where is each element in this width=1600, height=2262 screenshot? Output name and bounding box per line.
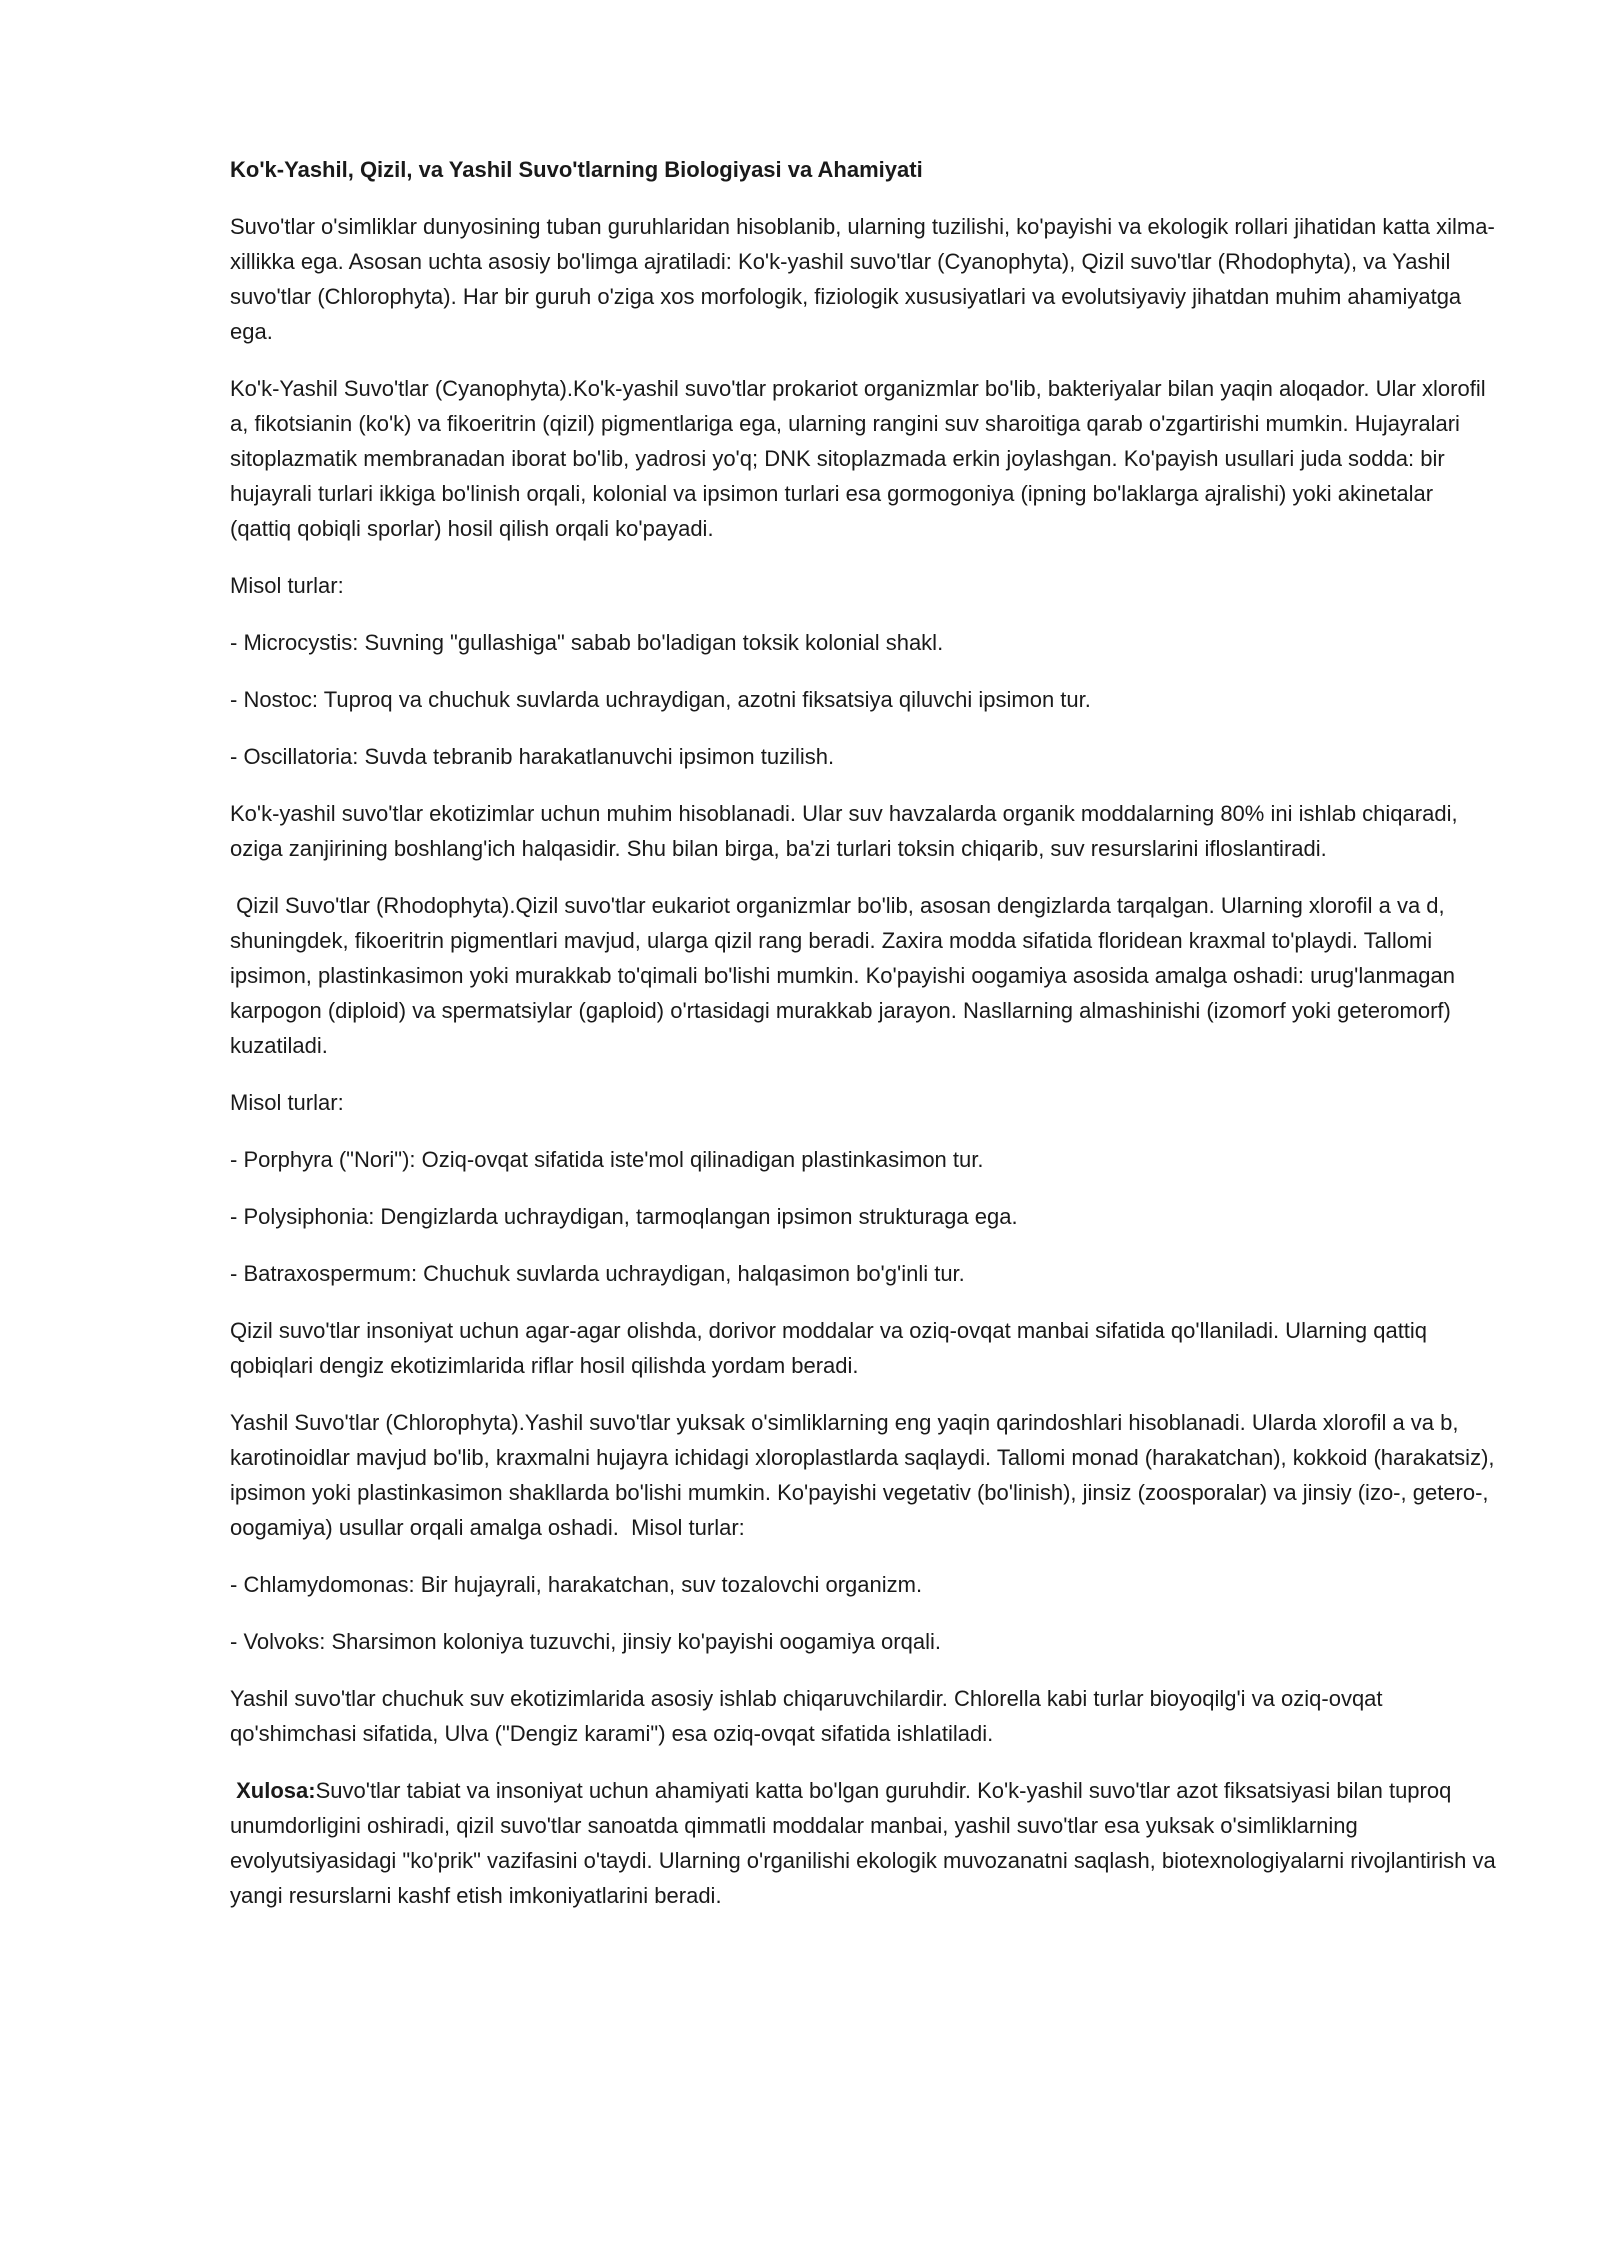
paragraph-cyanophyta-importance: Ko'k-yashil suvo'tlar ekotizimlar uchun muhim hisoblanadi. Ular suv havzalarda organik moddalarning 80% ini ishlab chiqaradi, oziga zanjirining boshlang'ich halqasidir. Shu bilan birga, ba'zi turlari toksin chiqarib, suv resurslarini ifloslantiradi. xyxy=(230,801,1464,861)
list-item: - Batraxospermum: Chuchuk suvlarda uchraydigan, halqasimon bo'g'inli tur. xyxy=(230,1261,965,1286)
paragraph-conclusion xyxy=(230,1773,1500,1913)
paragraph-chlorophyta: Yashil Suvo'tlar (Chlorophyta).Yashil suvo'tlar yuksak o'simliklarning eng yaqin qarindoshlari hisoblanadi. Ularda xlorofil a va b, karotinoidlar mavjud bo'lib, kraxmalni hujayra ichidagi xloroplastlarda saqlaydi. Tallomi monad (harakatchan), kokkoid (harakatsiz), ipsimon yoki plastinkasimon shakllarda bo'lishi mumkin. Ko'payishi vegetativ (bo'linish), jinsiz (zoosporalar) va jinsiy (izo-, getero-, oogamiya) usullar orqali amalga oshadi. Misol turlar: xyxy=(230,1410,1501,1540)
conclusion-label: Xulosa: xyxy=(230,1778,316,1803)
examples-heading: Misol turlar: xyxy=(230,1090,344,1115)
paragraph-chlorophyta-importance: Yashil suvo'tlar chuchuk suv ekotizimlarida asosiy ishlab chiqaruvchilardir. Chlorella kabi turlar bioyoqilg'i va oziq-ovqat qo'shimchasi sifatida, Ulva ("Dengiz karami") esa oziq-ovqat sifatida ishlatiladi. xyxy=(230,1686,1383,1746)
list-item: - Oscillatoria: Suvda tebranib harakatlanuvchi ipsimon tuzilish. xyxy=(230,744,835,769)
list-item: - Polysiphonia: Dengizlarda uchraydigan, tarmoqlangan ipsimon strukturaga ega. xyxy=(230,1204,1018,1229)
document-title: Ko'k-Yashil, Qizil, va Yashil Suvo'tlarning Biologiyasi va Ahamiyati xyxy=(230,157,923,182)
conclusion-text: Suvo'tlar tabiat va insoniyat uchun ahamiyati katta bo'lgan guruhdir. Ko'k-yashil suvo'tlar azot fiksatsiyasi bilan tuproq unumdorligini oshiradi, qizil suvo'tlar sanoatda qimmatli moddalar manbai, yashil suvo'tlar esa yuksak o'simliklarning evolyutsiyasidagi "ko'prik" vazifasini o'taydi. Ularning o'rganilishi ekologik muvozanatni saqlash, biotexnologiyalarni rivojlantirish va yangi resurslarni kashf etish imkoniyatlarini beradi. xyxy=(230,1778,1502,1908)
list-item: - Chlamydomonas: Bir hujayrali, harakatchan, suv tozalovchi organizm. xyxy=(230,1572,923,1597)
examples-heading: Misol turlar: xyxy=(230,573,344,598)
list-item: - Porphyra ("Nori"): Oziq-ovqat sifatida iste'mol qilinadigan plastinkasimon tur. xyxy=(230,1147,984,1172)
document-body xyxy=(230,152,1500,1935)
list-item: - Nostoc: Tuproq va chuchuk suvlarda uchraydigan, azotni fiksatsiya qiluvchi ipsimon tur. xyxy=(230,687,1091,712)
paragraph-rhodophyta: Qizil Suvo'tlar (Rhodophyta).Qizil suvo'tlar eukariot organizmlar bo'lib, asosan dengizlarda tarqalgan. Ularning xlorofil a va d, shuningdek, fikoeritrin pigmentlari mavjud, ularga qizil rang beradi. Zaxira modda sifatida floridean kraxmal to'playdi. Tallomi ipsimon, plastinkasimon yoki murakkab to'qimali bo'lishi mumkin. Ko'payishi oogamiya asosida amalga oshadi: urug'lanmagan karpogon (diploid) va spermatsiylar (gaploid) o'rtasidagi murakkab jarayon. Nasllarning almashinishi (izomorf yoki geteromorf) kuzatiladi. xyxy=(230,893,1462,1058)
paragraph-intro: Suvo'tlar o'simliklar dunyosining tuban guruhlaridan hisoblanib, ularning tuzilishi, ko'payishi va ekologik rollari jihatidan katta xilma-xillikka ega. Asosan uchta asosiy bo'limga ajratiladi: Ko'k-yashil suvo'tlar (Cyanophyta), Qizil suvo'tlar (Rhodophyta), va Yashil suvo'tlar (Chlorophyta). Har bir guruh o'ziga xos morfologik, fiziologik xususiyatlari va evolutsiyaviy jihatdan muhim ahamiyatga ega. xyxy=(230,214,1495,344)
paragraph-cyanophyta: Ko'k-Yashil Suvo'tlar (Cyanophyta).Ko'k-yashil suvo'tlar prokariot organizmlar bo'lib, bakteriyalar bilan yaqin aloqador. Ular xlorofil a, fikotsianin (ko'k) va fikoeritrin (qizil) pigmentlariga ega, ularning rangini suv sharoitiga qarab o'zgartirishi mumkin. Hujayralari sitoplazmatik membranadan iborat bo'lib, yadrosi yo'q; DNK sitoplazmada erkin joylashgan. Ko'payish usullari juda sodda: bir hujayrali turlari ikkiga bo'linish orqali, kolonial va ipsimon turlari esa gormogoniya (ipning bo'laklarga ajralishi) yoki akinetalar (qattiq qobiqli sporlar) hosil qilish orqali ko'payadi. xyxy=(230,376,1486,541)
list-item: - Volvoks: Sharsimon koloniya tuzuvchi, jinsiy ko'payishi oogamiya orqali. xyxy=(230,1629,941,1654)
list-item: - Microcystis: Suvning "gullashiga" sabab bo'ladigan toksik kolonial shakl. xyxy=(230,630,944,655)
paragraph-rhodophyta-importance: Qizil suvo'tlar insoniyat uchun agar-agar olishda, dorivor moddalar va oziq-ovqat manbai sifatida qo'llaniladi. Ularning qattiq qobiqlari dengiz ekotizimlarida riflar hosil qilishda yordam beradi. xyxy=(230,1318,1428,1378)
